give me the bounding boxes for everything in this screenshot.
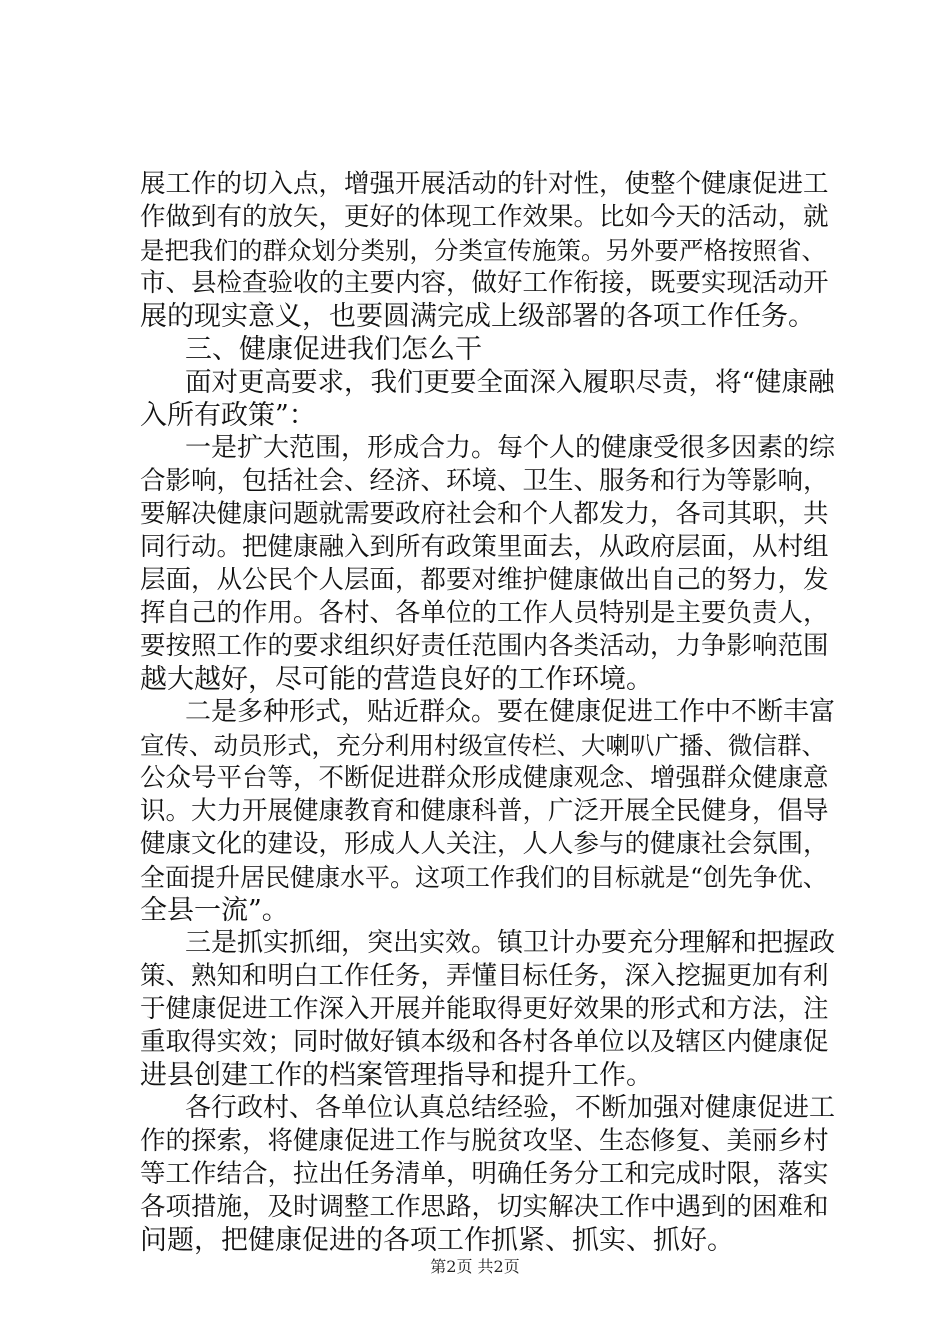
text-line: 于健康促进工作深入开展并能取得更好效果的形式和方法，注: [140, 994, 829, 1024]
text-line: 作的探索，将健康促进工作与脱贫攻坚、生态修复、美丽乡村: [140, 1126, 829, 1156]
text-line: 挥自己的作用。各村、各单位的工作人员特别是主要负责人，: [140, 598, 829, 628]
text-line: 各项措施，及时调整工作思路，切实解决工作中遇到的困难和: [140, 1192, 829, 1222]
document-body: [140, 168, 840, 1257]
text-line: 入所有政策”：: [140, 400, 316, 431]
text-line: 一是扩大范围，形成合力。每个人的健康受很多因素的综: [185, 433, 836, 463]
text-line: 健康文化的建设，形成人人关注，人人参与的健康社会氛围，: [140, 829, 829, 859]
text-line: 作做到有的放矢，更好的体现工作效果。比如今天的活动，就: [140, 202, 829, 232]
text-line: 等工作结合，拉出任务清单，明确任务分工和完成时限，落实: [140, 1159, 829, 1189]
text-line: 市、县检查验收的主要内容，做好工作衔接，既要实现活动开: [140, 268, 829, 298]
text-line: 合影响，包括社会、经济、环境、卫生、服务和行为等影响，: [140, 466, 829, 496]
text-line: 全面提升居民健康水平。这项工作我们的目标就是“创先争优、: [140, 863, 828, 892]
text-line: 进县创建工作的档案管理指导和提升工作。: [140, 1060, 653, 1091]
text-line: 问题，把健康促进的各项工作抓紧、抓实、抓好。: [140, 1225, 734, 1256]
text-line: 识。大力开展健康教育和健康科普，广泛开展全民健身，倡导: [140, 796, 829, 826]
text-line: 三是抓实抓细，突出实效。镇卫计办要充分理解和把握政: [185, 928, 836, 958]
text-line: 三、健康促进我们怎么干: [185, 334, 482, 365]
text-line: 公众号平台等，不断促进群众形成健康观念、增强群众健康意: [140, 763, 829, 793]
text-line: 越大越好，尽可能的营造良好的工作环境。: [140, 664, 653, 695]
text-line: 要解决健康问题就需要政府社会和个人都发力，各司其职，共: [140, 499, 829, 529]
text-line: 重取得实效；同时做好镇本级和各村各单位以及辖区内健康促: [140, 1027, 829, 1057]
text-line: 全县一流”。: [140, 895, 289, 926]
page-footer: 第2页 共2页: [430, 1257, 520, 1276]
text-line: 同行动。把健康融入到所有政策里面去，从政府层面，从村组: [140, 532, 829, 562]
text-line: 展的现实意义，也要圆满完成上级部署的各项工作任务。: [140, 301, 815, 332]
text-line: 策、熟知和明白工作任务，弄懂目标任务，深入挖掘更加有利: [140, 961, 829, 991]
text-line: 各行政村、各单位认真总结经验，不断加强对健康促进工: [185, 1093, 836, 1123]
text-line: 展工作的切入点，增强开展活动的针对性，使整个健康促进工: [140, 169, 829, 199]
text-line: 二是多种形式，贴近群众。要在健康促进工作中不断丰富: [185, 697, 836, 727]
text-line: 层面，从公民个人层面，都要对维护健康做出自己的努力，发: [140, 565, 829, 595]
text-line: 宣传、动员形式，充分利用村级宣传栏、大喇叭广播、微信群、: [140, 731, 826, 760]
text-line: 面对更高要求，我们更要全面深入履职尽责，将“健康融: [185, 367, 835, 398]
text-line: 是把我们的群众划分类别，分类宣传施策。另外要严格按照省、: [140, 236, 826, 265]
text-line: 要按照工作的要求组织好责任范围内各类活动，力争影响范围: [140, 631, 829, 661]
